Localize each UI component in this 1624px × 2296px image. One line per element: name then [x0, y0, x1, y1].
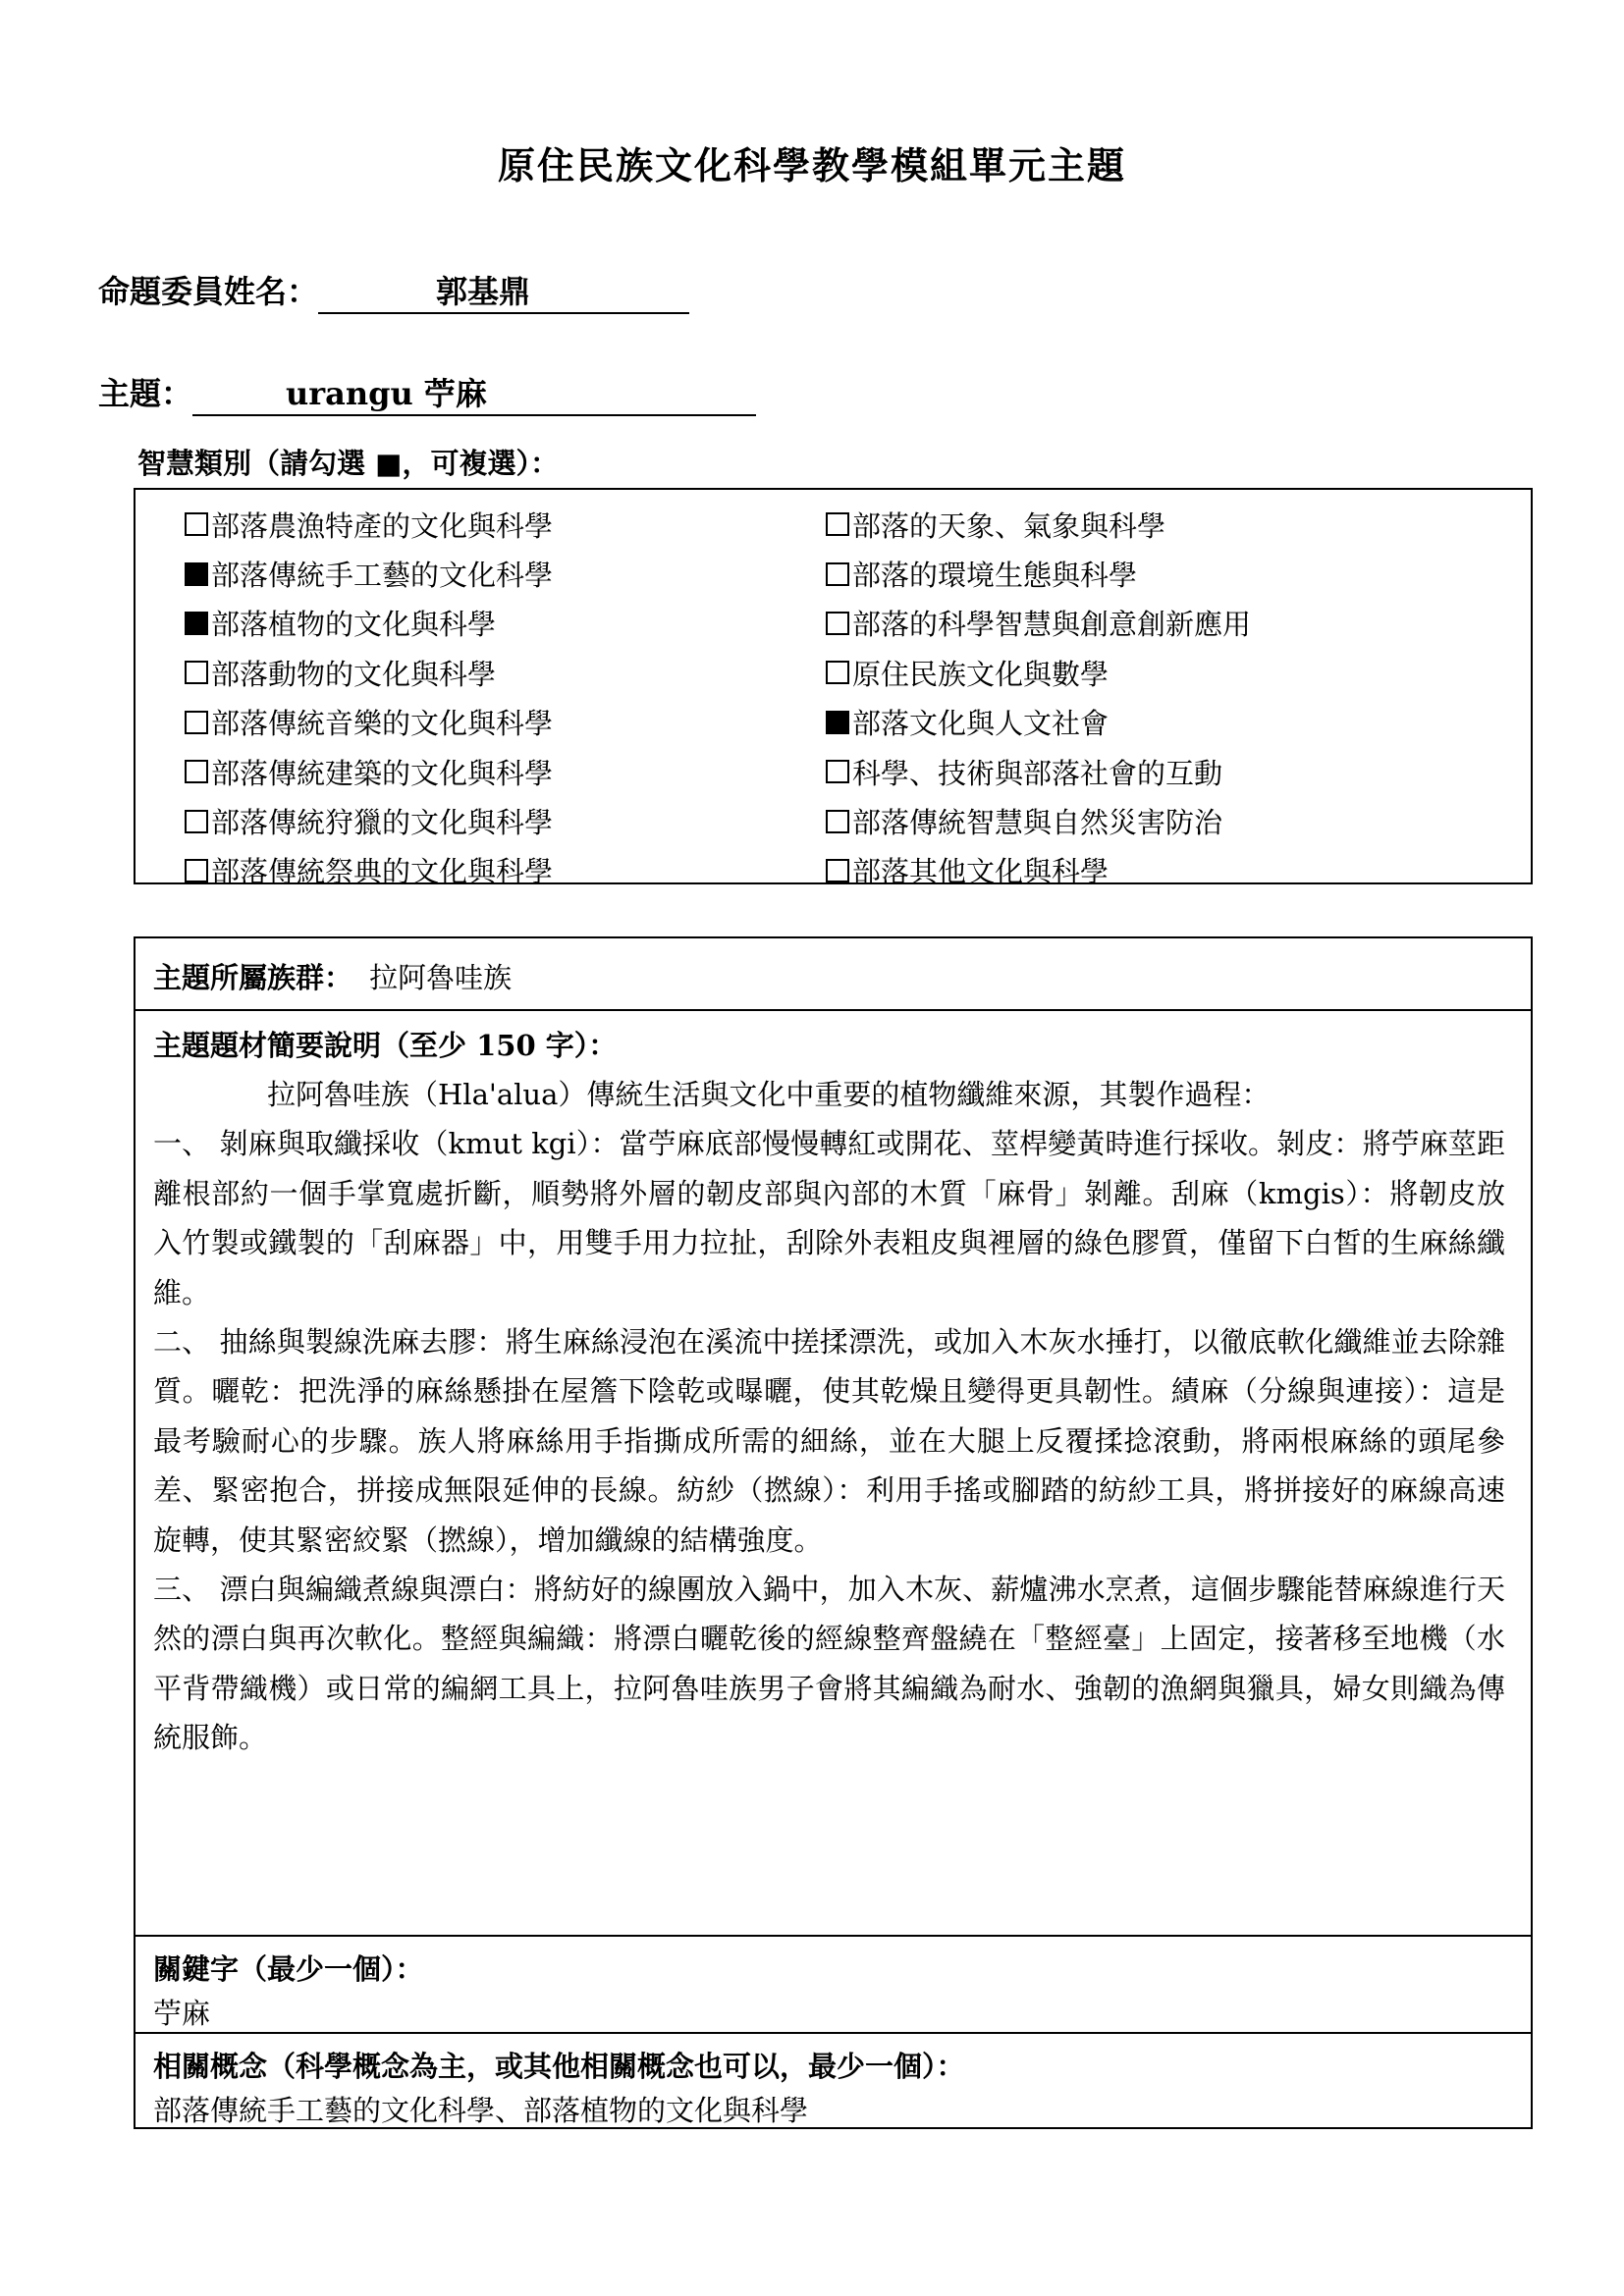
unchecked-box-icon[interactable]	[826, 612, 849, 635]
wisdom-option-label: 部落植物的文化與科學	[211, 608, 497, 642]
wisdom-option-right-6[interactable]	[826, 796, 1251, 845]
committee-field	[98, 267, 689, 314]
topic-info-table	[134, 936, 1533, 2129]
wisdom-option-right-7[interactable]	[826, 846, 1251, 895]
committee-name: 郭基鼎	[318, 267, 689, 314]
wisdom-option-label: 部落的天象、氣象與科學	[852, 508, 1166, 543]
wisdom-option-label: 部落傳統建築的文化與科學	[211, 756, 554, 790]
unchecked-box-icon[interactable]	[185, 512, 208, 536]
wisdom-option-right-3[interactable]	[826, 648, 1251, 697]
page-title: 原住民族文化科學教學模組單元主題	[497, 143, 1126, 187]
wisdom-option-label: 部落的環境生態與科學	[852, 559, 1138, 593]
checked-box-icon[interactable]	[185, 562, 208, 586]
wisdom-option-left-5[interactable]	[185, 747, 553, 796]
summary-label: 主題題材簡要說明（至少 150 字）：	[153, 1029, 618, 1062]
wisdom-option-left-1[interactable]	[185, 549, 553, 598]
topic-value: urangu 苧麻	[192, 369, 756, 416]
unchecked-box-icon[interactable]	[185, 810, 208, 833]
keywords-row	[135, 1935, 1531, 2032]
unchecked-box-icon[interactable]	[185, 661, 208, 684]
wisdom-right-column	[826, 500, 1251, 895]
wisdom-option-label: 原住民族文化與數學	[852, 657, 1110, 691]
keywords-value: 苧麻	[153, 1997, 211, 2030]
unchecked-box-icon[interactable]	[826, 859, 849, 882]
wisdom-option-left-2[interactable]	[185, 599, 553, 648]
wisdom-option-label: 科學、技術與部落社會的互動	[852, 756, 1223, 790]
topic-field	[98, 369, 756, 416]
ethnic-label: 主題所屬族群：	[153, 961, 353, 994]
wisdom-option-right-5[interactable]	[826, 747, 1251, 796]
keywords-label: 關鍵字（最少一個）：	[153, 1952, 424, 1986]
checked-box-icon[interactable]	[826, 711, 849, 734]
wisdom-option-right-4[interactable]	[826, 698, 1251, 747]
concepts-label: 相關概念（科學概念為主，或其他相關概念也可以，最少一個）：	[153, 2050, 965, 2083]
unchecked-box-icon[interactable]	[826, 661, 849, 684]
unchecked-box-icon[interactable]	[826, 562, 849, 586]
wisdom-option-label: 部落文化與人文社會	[852, 707, 1110, 741]
wisdom-option-label: 部落的科學智慧與創意創新應用	[852, 608, 1252, 642]
wisdom-option-label: 部落動物的文化與科學	[211, 657, 497, 691]
wisdom-option-label: 部落農漁特產的文化與科學	[211, 508, 554, 543]
unchecked-box-icon[interactable]	[185, 859, 208, 882]
wisdom-option-right-0[interactable]	[826, 500, 1251, 549]
wisdom-option-label: 部落傳統狩獵的文化與科學	[211, 806, 554, 840]
checked-box-icon[interactable]	[185, 612, 208, 635]
wisdom-option-left-0[interactable]	[185, 500, 553, 549]
summary-paragraph-1: 一、 剝麻與取纖採收（kmut kgi）：當苧麻底部慢慢轉紅或開花、莖桿變黃時進行採收。剝皮：將苧麻莖距離根部約一個手掌寬處折斷，順勢將外層的韌皮部與內部的木質「麻骨」剝離。刮麻（kmgis）：將韌皮放入竹製或鐵製的「刮麻器」中，用雙手用力拉扯，刮除外表粗皮與裡層的綠色膠質，僅留下白皙的生麻絲纖維。	[153, 1127, 1505, 1309]
wisdom-option-left-3[interactable]	[185, 648, 553, 697]
wisdom-option-label: 部落其他文化與科學	[852, 855, 1110, 889]
summary-paragraph-2: 二、 抽絲與製線洗麻去膠：將生麻絲浸泡在溪流中搓揉漂洗，或加入木灰水捶打，以徹底軟化纖維並去除雜質。曬乾：把洗淨的麻絲懸掛在屋簷下陰乾或曝曬，使其乾燥且變得更具韌性。績麻（分線與連接）：這是最考驗耐心的步驟。族人將麻絲用手指撕成所需的細絲，並在大腿上反覆揉捻滾動，將兩根麻絲的頭尾參差、緊密抱合，拼接成無限延伸的長線。紡紗（撚線）：利用手搖或腳踏的紡紗工具，將拼接好的麻線高速旋轉，使其緊密絞緊（撚線），增加纖線的結構強度。	[153, 1325, 1505, 1557]
unchecked-box-icon[interactable]	[826, 810, 849, 833]
wisdom-left-column	[185, 500, 553, 895]
committee-label: 命題委員姓名：	[98, 273, 319, 310]
wisdom-option-left-6[interactable]	[185, 796, 553, 845]
topic-label: 主題：	[98, 375, 193, 412]
wisdom-option-label: 部落傳統音樂的文化與科學	[211, 707, 554, 741]
summary-intro: 拉阿魯哇族（Hla'alua）傳統生活與文化中重要的植物纖維來源，其製作過程：	[267, 1078, 1271, 1111]
ethnic-row	[135, 938, 1531, 1009]
summary-paragraph-3: 三、 漂白與編織煮線與漂白：將紡好的線團放入鍋中，加入木灰、薪爐沸水烹煮，這個步驟能替麻線進行天然的漂白與再次軟化。整經與編織：將漂白曬乾後的經線整齊盤繞在「整經臺」上固定，接著移至地機（水平背帶織機）或日常的編網工具上，拉阿魯哇族男子會將其編織為耐水、強韌的漁網與獵具，婦女則織為傳統服飾。	[153, 1573, 1505, 1755]
wisdom-category-box	[134, 488, 1533, 889]
wisdom-option-right-2[interactable]	[826, 599, 1251, 648]
wisdom-option-left-4[interactable]	[185, 698, 553, 747]
concepts-value: 部落傳統手工藝的文化科學、部落植物的文化與科學	[153, 2094, 809, 2127]
summary-row	[135, 1009, 1531, 1935]
wisdom-option-left-7[interactable]	[185, 846, 553, 895]
wisdom-heading: 智慧類別（請勾選 ■，可複選）：	[137, 447, 559, 480]
unchecked-box-icon[interactable]	[826, 760, 849, 783]
unchecked-box-icon[interactable]	[185, 711, 208, 734]
unchecked-box-icon[interactable]	[185, 760, 208, 783]
wisdom-option-right-1[interactable]	[826, 549, 1251, 598]
wisdom-option-label: 部落傳統祭典的文化與科學	[211, 855, 554, 889]
wisdom-option-label: 部落傳統智慧與自然災害防治	[852, 806, 1223, 840]
wisdom-option-label: 部落傳統手工藝的文化科學	[211, 559, 554, 593]
unchecked-box-icon[interactable]	[826, 512, 849, 536]
ethnic-value: 拉阿魯哇族	[369, 961, 513, 994]
concepts-row	[135, 2032, 1531, 2127]
